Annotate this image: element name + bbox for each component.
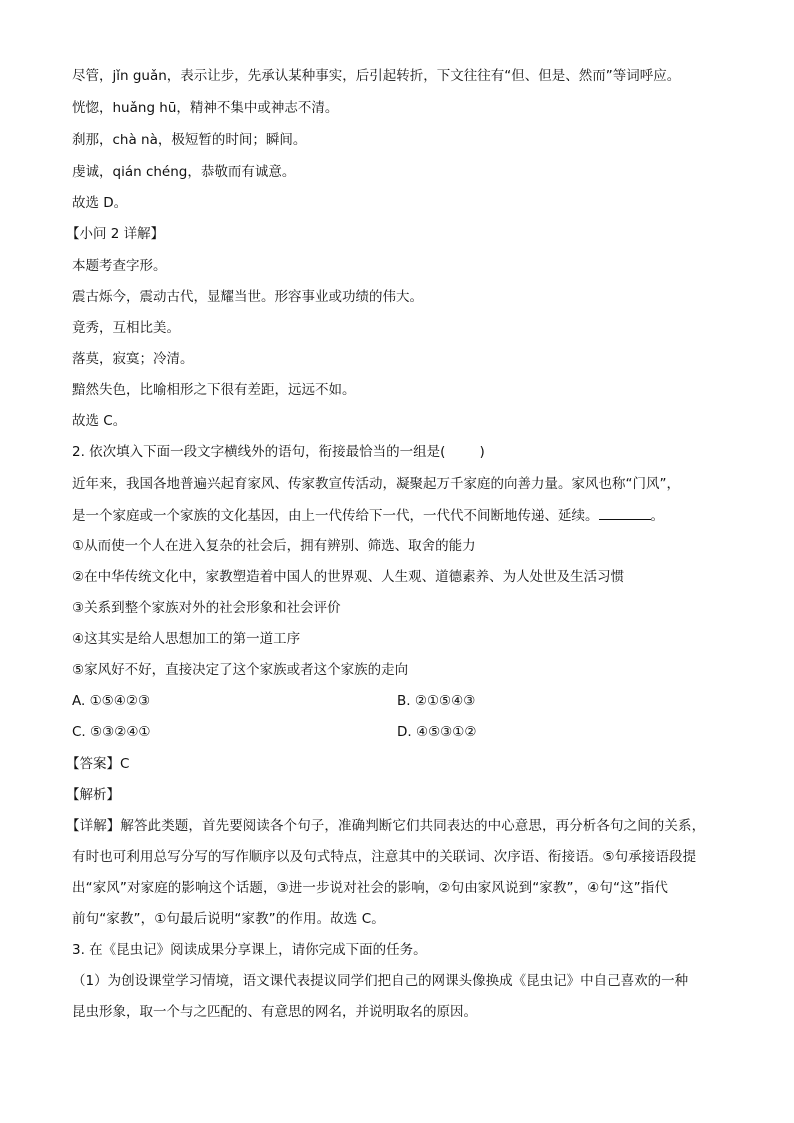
question-3-sub1-line-1: （1）为创设课堂学习情境，语文课代表提议同学们把自己的网课头像换成《昆虫记》中自己喜欢的一种 xyxy=(72,973,689,989)
vocab-line-luomo: 落莫，寂寞；冷清。 xyxy=(72,351,194,367)
analysis-header: 【解析】 xyxy=(66,787,120,803)
option-d: D. ④⑤③①② xyxy=(397,724,477,740)
answer-choice-d: 故选 D。 xyxy=(72,195,128,211)
vocab-line-topic: 本题考查字形。 xyxy=(72,258,167,274)
vocab-line-jingxiu: 竟秀，互相比美。 xyxy=(72,320,180,336)
detail-line-3: 出“家风”对家庭的影响这个话题，③进一步说对社会的影响，②句由家风说到“家教”，④句“这”指代 xyxy=(72,880,668,896)
question-3-sub1-line-2: 昆虫形象，取一个与之匹配的、有意思的网名，并说明取名的原因。 xyxy=(72,1004,477,1020)
option-b: B. ②①⑤④③ xyxy=(397,693,476,709)
vocab-line-anran: 黯然失色，比喻相形之下很有差距，远远不如。 xyxy=(72,382,356,398)
vocab-line-zhengu: 震古烁今，震动古代，显耀当世。形容事业或功绩的伟大。 xyxy=(72,289,423,305)
question-2-stem-text: 2. 依次填入下面一段文字横线外的语句，衔接最恰当的一组是( xyxy=(72,444,446,460)
question-3-stem: 3. 在《昆虫记》阅读成果分享课上，请你完成下面的任务。 xyxy=(72,942,427,958)
passage-line-1: 近年来，我国各地普遍兴起育家风、传家教宣传活动，凝聚起万千家庭的向善力量。家风也称“门风”， xyxy=(72,476,680,492)
vocab-line-chana: 刹那，chà nà，极短暂的时间；瞬间。 xyxy=(72,132,307,148)
sentence-item-2: ②在中华传统文化中，家教塑造着中国人的世界观、人生观、道德素养、为人处世及生活习惯 xyxy=(72,569,625,585)
vocab-line-jinguan: 尽管，jǐn guǎn，表示让步，先承认某种事实，后引起转折，下文往往有“但、但是、然而”等词呼应。 xyxy=(72,68,681,84)
vocab-line-huanghu: 恍惚，huǎng hū，精神不集中或神志不清。 xyxy=(72,100,339,116)
sub-question-2-header: 【小问 2 详解】 xyxy=(66,226,165,242)
detail-line-2: 有时也可利用总写分写的写作顺序以及句式特点，注意其中的关联词、次序语、衔接语。⑤句承接语段提 xyxy=(72,849,697,865)
detail-line-1: 【详解】解答此类题，首先要阅读各个句子，准确判断它们共同表达的中心意思，再分析各句之间的关系， xyxy=(66,818,706,834)
sentence-item-3: ③关系到整个家族对外的社会形象和社会评价 xyxy=(72,600,341,616)
vocab-line-qiancheng: 虔诚，qián chéng，恭敬而有诚意。 xyxy=(72,164,296,180)
passage-line-2 xyxy=(72,505,734,526)
sentence-item-5: ⑤家风好不好，直接决定了这个家族或者这个家族的走向 xyxy=(72,662,409,678)
passage-line-2-end: 。 xyxy=(650,508,664,524)
sentence-item-1: ①从而使一个人在进入复杂的社会后，拥有辨别、筛选、取舍的能力 xyxy=(72,538,476,554)
sentence-item-4: ④这其实是给人思想加工的第一道工序 xyxy=(72,631,301,647)
answer-label: 【答案】C xyxy=(66,756,130,772)
passage-line-2-text: 是一个家庭或一个家族的文化基因，由上一代传给下一代，一代代不间断地传递、延续。 xyxy=(72,508,599,524)
detail-line-4: 前句“家教”，①句最后说明“家教”的作用。故选 C。 xyxy=(72,911,385,927)
option-c: C. ⑤③②④① xyxy=(72,724,151,740)
option-a: A. ①⑤④②③ xyxy=(72,693,151,709)
answer-choice-c: 故选 C。 xyxy=(72,413,127,429)
question-2-stem xyxy=(72,442,734,462)
fill-in-blank xyxy=(599,505,651,520)
question-2-bracket-close: ) xyxy=(479,444,485,460)
